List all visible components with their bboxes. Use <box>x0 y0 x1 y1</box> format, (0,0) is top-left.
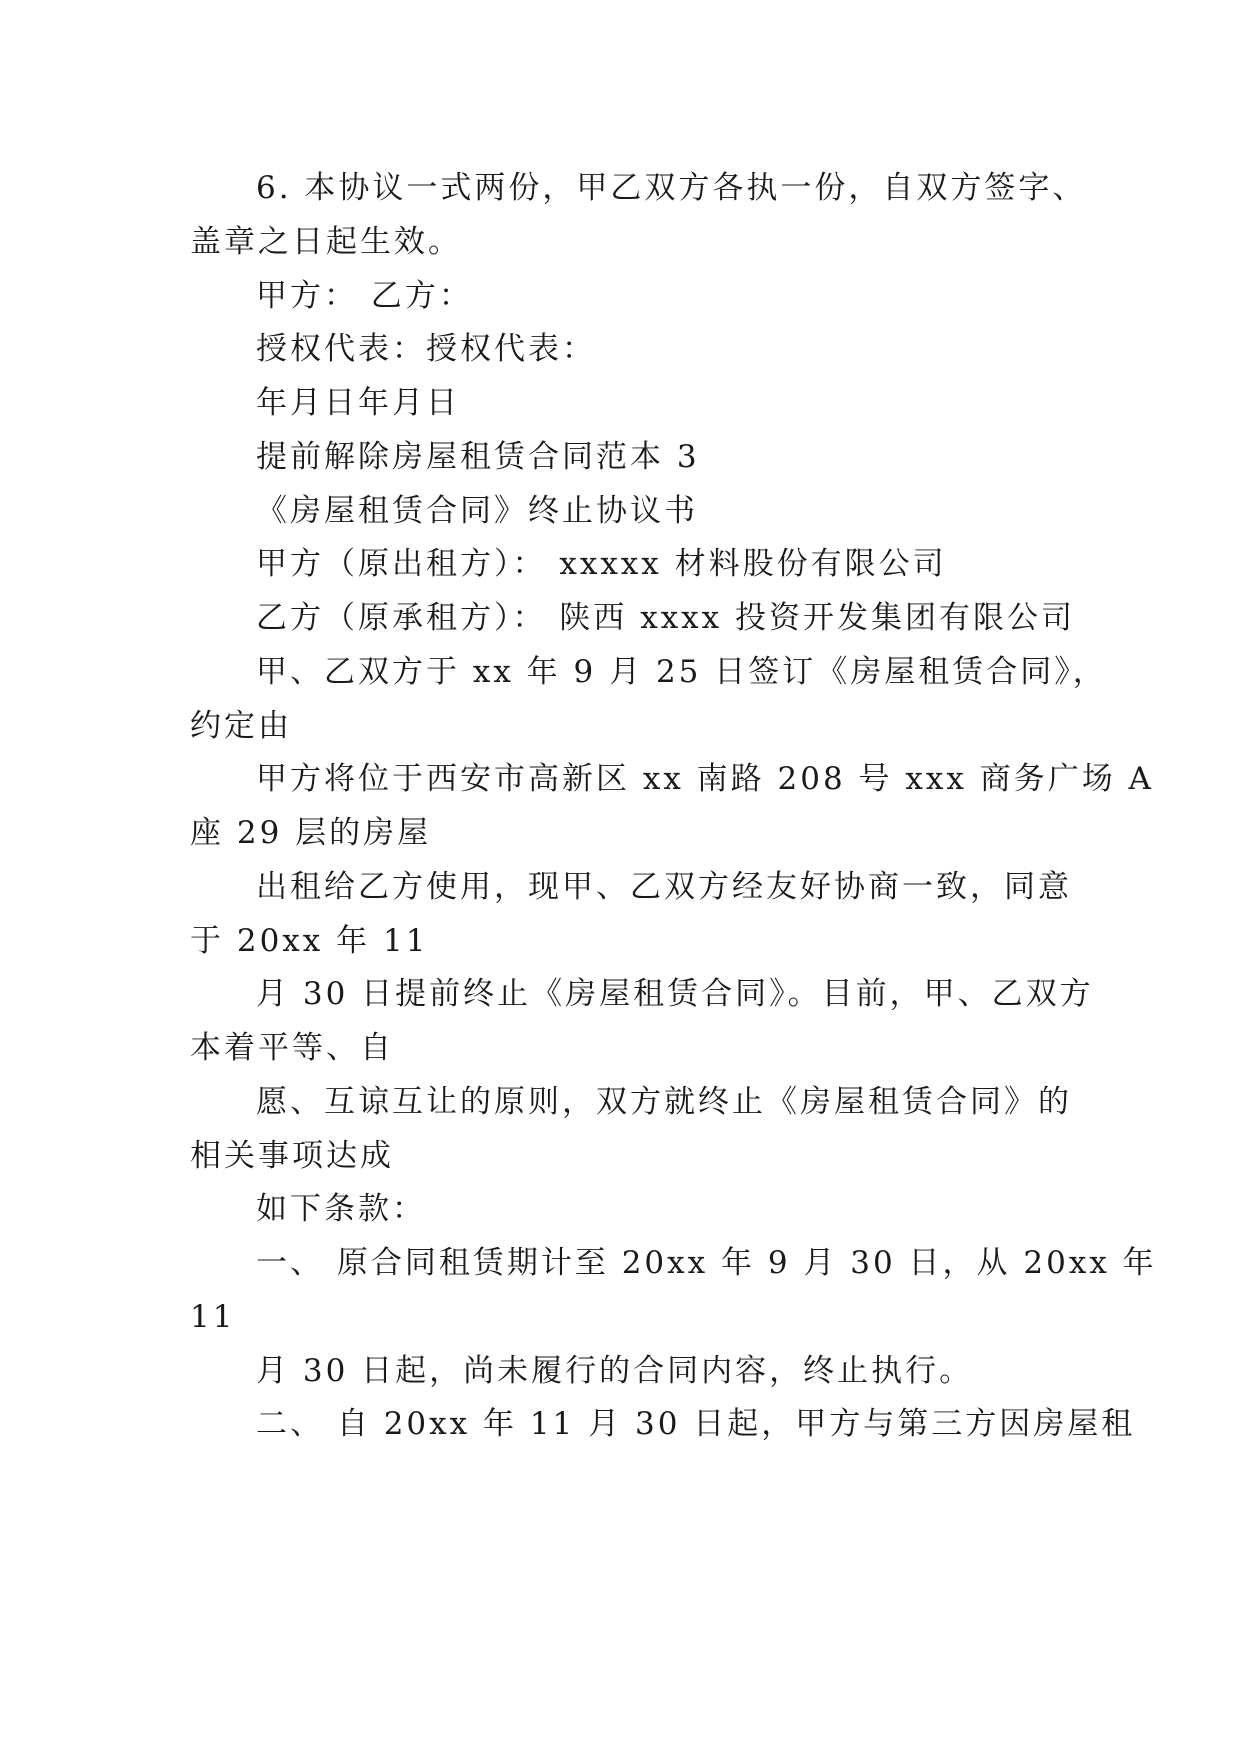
text-line: 甲方（原出租方）： xxxxx 材料股份有限公司 <box>256 546 947 582</box>
text-line: 于 20xx 年 11 <box>190 923 429 959</box>
text-line: 乙方（原承租方）： 陕西 xxxx 投资开发集团有限公司 <box>256 600 1075 636</box>
text-line: 二、 自 20xx 年 11 月 30 日起，甲方与第三方因房屋租 <box>256 1406 1136 1442</box>
text-line: 授权代表：授权代表： <box>256 331 596 367</box>
text-line: 月 30 日提前终止《房屋租赁合同》。目前，甲、乙双方 <box>256 976 1094 1012</box>
text-line: 本着平等、自 <box>190 1030 394 1066</box>
text-line: 约定由 <box>190 708 292 744</box>
text-line: 甲方： 乙方： <box>256 278 473 314</box>
text-line: 《房屋租赁合同》终止协议书 <box>256 493 698 529</box>
text-line: 相关事项达成 <box>190 1138 394 1174</box>
text-line: 6. 本协议一式两份，甲乙双方各执一份，自双方签字、 <box>256 170 1087 206</box>
text-line: 甲方将位于西安市高新区 xx 南路 208 号 xxx 商务广场 A <box>256 761 1154 797</box>
text-line: 年月日年月日 <box>256 385 460 421</box>
text-line: 出租给乙方使用，现甲、乙双方经友好协商一致，同意 <box>256 869 1072 905</box>
text-line: 月 30 日起，尚未履行的合同内容，终止执行。 <box>256 1353 974 1389</box>
text-line: 提前解除房屋租赁合同范本 3 <box>256 439 700 475</box>
text-line: 愿、互谅互让的原则，双方就终止《房屋租赁合同》的 <box>256 1084 1072 1120</box>
text-line: 座 29 层的房屋 <box>190 815 432 851</box>
text-line: 如下条款： <box>256 1191 426 1227</box>
text-line: 盖章之日起生效。 <box>190 224 462 260</box>
text-line: 甲、乙双方于 xx 年 9 月 25 日签订《房屋租赁合同》， <box>256 654 1107 690</box>
text-line: 一、 原合同租赁期计至 20xx 年 9 月 30 日，从 20xx 年 <box>256 1245 1157 1281</box>
text-line: 11 <box>190 1299 236 1335</box>
